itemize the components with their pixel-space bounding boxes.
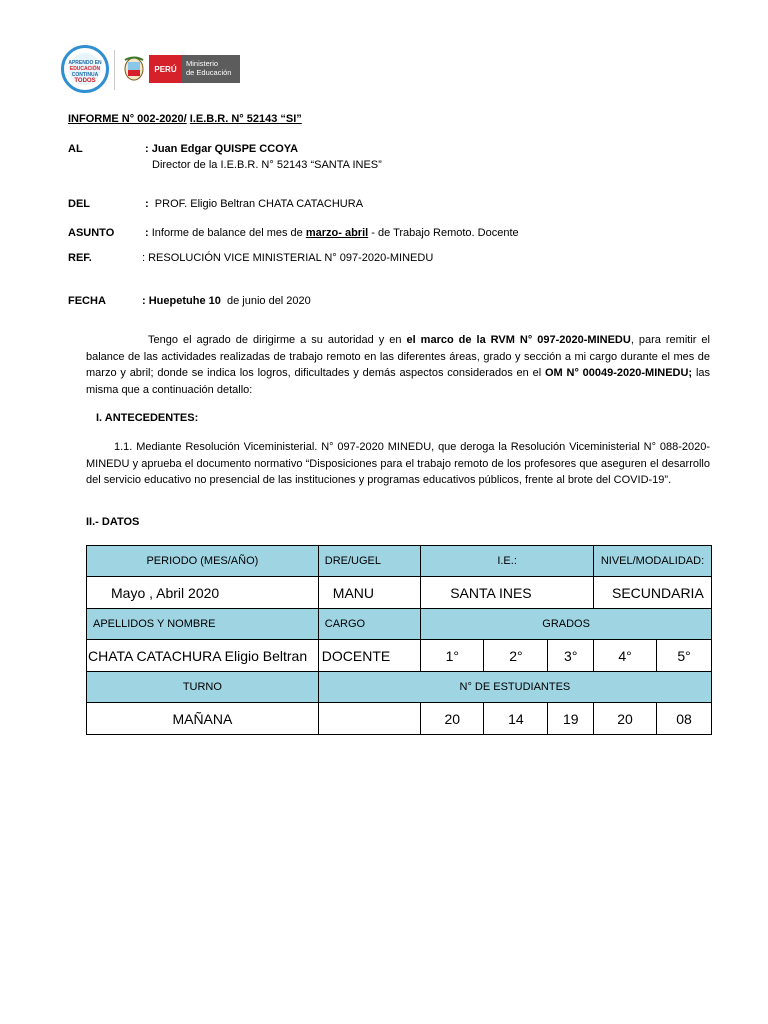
report-title	[68, 112, 302, 126]
table-row	[87, 609, 712, 640]
cell-students-1: 20	[421, 703, 484, 735]
to-name: : Juan Edgar QUISPE CCOYA	[145, 143, 299, 155]
section-2-title: II.- DATOS	[86, 516, 140, 528]
date-label: FECHA	[68, 295, 106, 307]
cell-students-3: 19	[548, 703, 594, 735]
logo-text-3: CONTINUA	[71, 72, 99, 78]
peru-shield-icon	[123, 56, 145, 82]
table-row	[87, 546, 712, 577]
cell-students-4: 20	[593, 703, 656, 735]
header-level: NIVEL/MODALIDAD:	[593, 546, 711, 577]
header-ie: I.E.:	[421, 546, 594, 577]
ministry-line-1: Ministerio	[186, 59, 219, 68]
to-role: Director de la I.E.B.R. N° 52143 “SANTA INES”	[152, 159, 382, 171]
cell-turno: MAÑANA	[87, 703, 319, 735]
header-cargo: CARGO	[318, 609, 420, 640]
cell-ie: SANTA INES	[421, 577, 594, 609]
logo-separator	[114, 50, 115, 90]
to-label: AL	[68, 143, 83, 155]
table-row	[87, 577, 712, 609]
cell-students-5: 08	[657, 703, 712, 735]
table-row	[87, 703, 712, 735]
education-campaign-logo	[61, 45, 109, 93]
header-grades: GRADOS	[421, 609, 712, 640]
intro-part-1: Tengo el agrado de dirigirme a su autoridad y en	[148, 334, 402, 346]
cell-grade-1: 1°	[421, 640, 484, 672]
subject-colon: :	[145, 227, 149, 239]
subject-highlight: marzo- abril	[305, 227, 369, 239]
logo-text-4: TODOS	[74, 78, 96, 84]
cell-cargo: DOCENTE	[318, 640, 420, 672]
subject-row	[145, 226, 519, 240]
from-value: PROF. Eligio Beltran CHATA CATACHURA	[154, 198, 364, 210]
from-colon: :	[145, 198, 149, 210]
cell-students-2: 14	[484, 703, 548, 735]
cell-grade-3: 3°	[548, 640, 594, 672]
intro-paragraph	[86, 332, 710, 398]
ministry-line-2: de Educación	[186, 68, 232, 77]
intro-part-3: las misma que a continuación detallo:	[86, 367, 710, 396]
cell-level: SECUNDARIA	[593, 577, 711, 609]
intro-bold-2: OM N° 00049-2020-MINEDU;	[544, 367, 693, 379]
cell-empty	[318, 703, 420, 735]
section-1-text: 1.1. Mediante Resolución Viceministerial. N° 097-2020 MINEDU, que deroga la Resolución Viceministerial N° 088-2020- MINEDU y aprueba el documento normativo “Disposiciones para el trabajo remoto de los profesores que aseguren el desarrollo del servicio educativo no presencial de las instituciones y programas educativos públicos, frente al brote del COVID-19”.	[86, 441, 710, 486]
peru-logo: PERÚ	[149, 55, 182, 83]
ministry-logo	[182, 55, 240, 83]
logo-text-2: EDUCACIÓN	[69, 66, 101, 72]
data-table	[86, 545, 712, 735]
cell-dre: MANU	[318, 577, 420, 609]
header-dre: DRE/UGEL	[318, 546, 420, 577]
date-place: : Huepetuhe 10	[142, 295, 221, 307]
section-1-title: I. ANTECEDENTES:	[96, 412, 199, 424]
header-turno: TURNO	[87, 672, 319, 703]
intro-bold-1: el marco de la RVM N° 097-2020-MINEDU	[406, 334, 631, 346]
subject-before: Informe de balance del mes de	[151, 227, 303, 239]
cell-name: CHATA CATACHURA Eligio Beltran	[87, 640, 319, 672]
date-rest: de junio del 2020	[226, 295, 311, 307]
cell-grade-2: 2°	[484, 640, 548, 672]
report-number: INFORME N° 002-2020/	[68, 113, 187, 125]
header-students: N° DE ESTUDIANTES	[318, 672, 711, 703]
subject-label: ASUNTO	[68, 227, 115, 239]
cell-period: Mayo , Abril 2020	[87, 577, 319, 609]
header-names: APELLIDOS Y NOMBRE	[87, 609, 319, 640]
header-period: PERIODO (MES/AÑO)	[87, 546, 319, 577]
table-row	[87, 672, 712, 703]
report-school: I.E.B.R. N° 52143 “SI”	[189, 113, 302, 125]
subject-after: - de Trabajo Remoto. Docente	[371, 227, 519, 239]
table-row	[87, 640, 712, 672]
from-label: DEL	[68, 198, 90, 210]
cell-grade-4: 4°	[593, 640, 656, 672]
ref-value: : RESOLUCIÓN VICE MINISTERIAL N° 097-2020-MINEDU	[142, 252, 434, 264]
date-row	[142, 294, 311, 308]
from-row	[145, 197, 363, 211]
intro-part-2: , para remitir el balance de las actividades realizadas de trabajo remoto en las diferentes áreas, grado y sección a mi cargo durante el mes de marzo y abril; donde se indica los logros, dificultades y demás aspectos considerados en el	[86, 334, 710, 379]
ref-label: REF.	[68, 252, 92, 264]
logo-text-1: APRENDO EN	[68, 60, 102, 66]
cell-grade-5: 5°	[657, 640, 712, 672]
